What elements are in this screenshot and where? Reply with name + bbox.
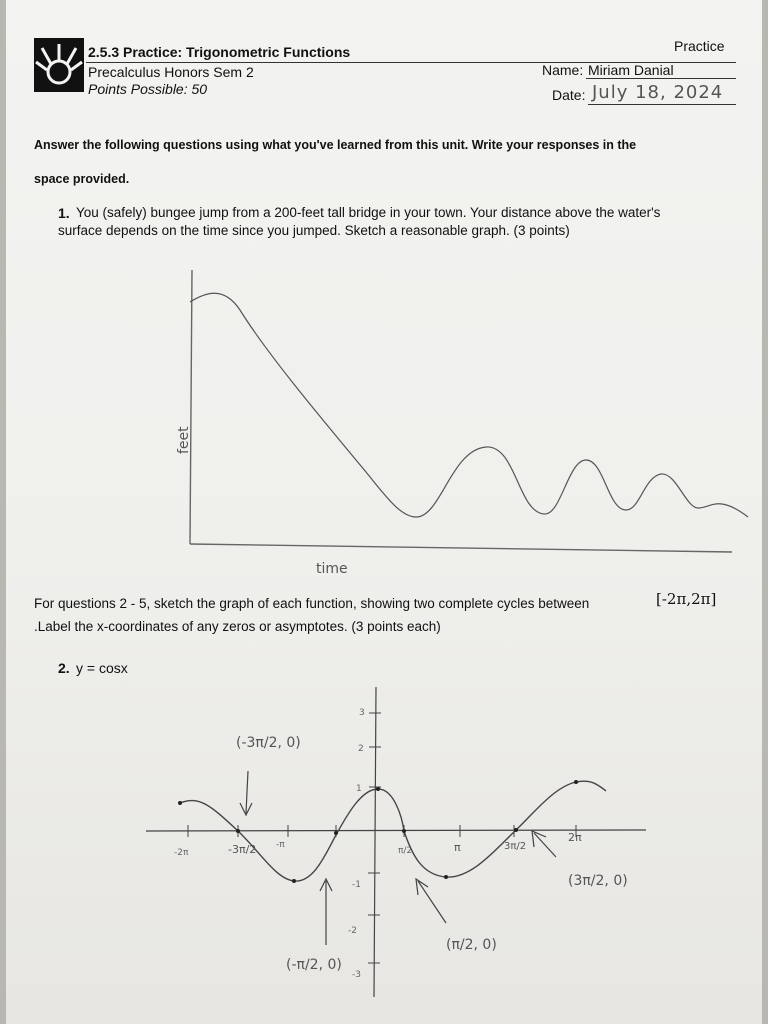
x-tick-pi: π [454, 841, 461, 854]
arrow-3pi2 [532, 831, 556, 857]
date-value: July 18, 2024 [592, 82, 724, 103]
y-tick-2: 2 [358, 744, 364, 754]
x-tick-2pi: 2π [568, 831, 582, 844]
x-tick-pi2: π/2 [398, 846, 413, 856]
cosine-graph [136, 685, 656, 1005]
y-tick-neg1: -1 [352, 880, 361, 890]
y-tick-neg2: -2 [348, 926, 357, 936]
instructions-line-2: space provided. [34, 172, 130, 186]
y-tick-3: 3 [359, 708, 365, 718]
date-underline [588, 104, 736, 105]
y-axis-line [190, 270, 192, 544]
interval: [-2π,2π] [656, 590, 717, 608]
name-value: Miriam Danial [588, 62, 674, 78]
y-tick-1: 1 [356, 784, 362, 794]
x-tick-negpi: -π [276, 840, 285, 850]
annotation-3pi2: (3π/2, 0) [568, 873, 628, 889]
x-tick-neg2pi: -2π [174, 848, 189, 858]
questions-2-5-line-2: .Label the x-coordinates of any zeros or asymptotes. (3 points each) [34, 619, 441, 634]
worksheet-page [6, 0, 762, 1024]
question-1-line-2: surface depends on the time since you jumped. Sketch a reasonable graph. (3 points) [58, 223, 570, 238]
name-underline [586, 78, 736, 79]
x-tick-neg3pi2: -3π/2 [228, 843, 257, 856]
x-axis-line [190, 544, 732, 552]
school-logo [34, 38, 84, 92]
y-axis-line [374, 687, 376, 997]
y-tick-neg3: -3 [352, 970, 361, 980]
annotation-pi2: (π/2, 0) [446, 937, 497, 953]
points-possible: Points Possible: 50 [88, 81, 208, 97]
instructions-line-1: Answer the following questions using what you've learned from this unit. Write your responses in the [34, 138, 637, 152]
annotation-negpi2: (-π/2, 0) [286, 957, 342, 973]
arrow-negpi2 [320, 879, 332, 945]
question-2-number: 2. [58, 660, 70, 676]
question-2-function: y = cosx [76, 660, 128, 676]
bungee-graph [166, 262, 758, 582]
arrow-neg3pi2 [240, 771, 252, 815]
questions-2-5-line-1: For questions 2 - 5, sketch the graph of each function, showing two complete cycles between [34, 596, 590, 611]
question-1-number: 1. [58, 205, 70, 221]
assignment-title: 2.5.3 Practice: Trigonometric Functions [88, 44, 351, 60]
name-label: Name: [542, 62, 584, 78]
annotation-neg3pi2: (-3π/2, 0) [236, 735, 301, 751]
course-name: Precalculus Honors Sem 2 [88, 64, 254, 80]
bungee-curve [190, 293, 748, 517]
question-1-line-1: You (safely) bungee jump from a 200-feet tall bridge in your town. Your distance above the water's [76, 205, 661, 220]
x-tick-3pi2: 3π/2 [504, 841, 527, 852]
assignment-type: Practice [674, 38, 725, 54]
date-label: Date: [552, 87, 586, 103]
x-axis-label: time [316, 561, 348, 577]
arrow-pi2 [416, 879, 446, 923]
y-axis-label: feet [176, 426, 192, 454]
